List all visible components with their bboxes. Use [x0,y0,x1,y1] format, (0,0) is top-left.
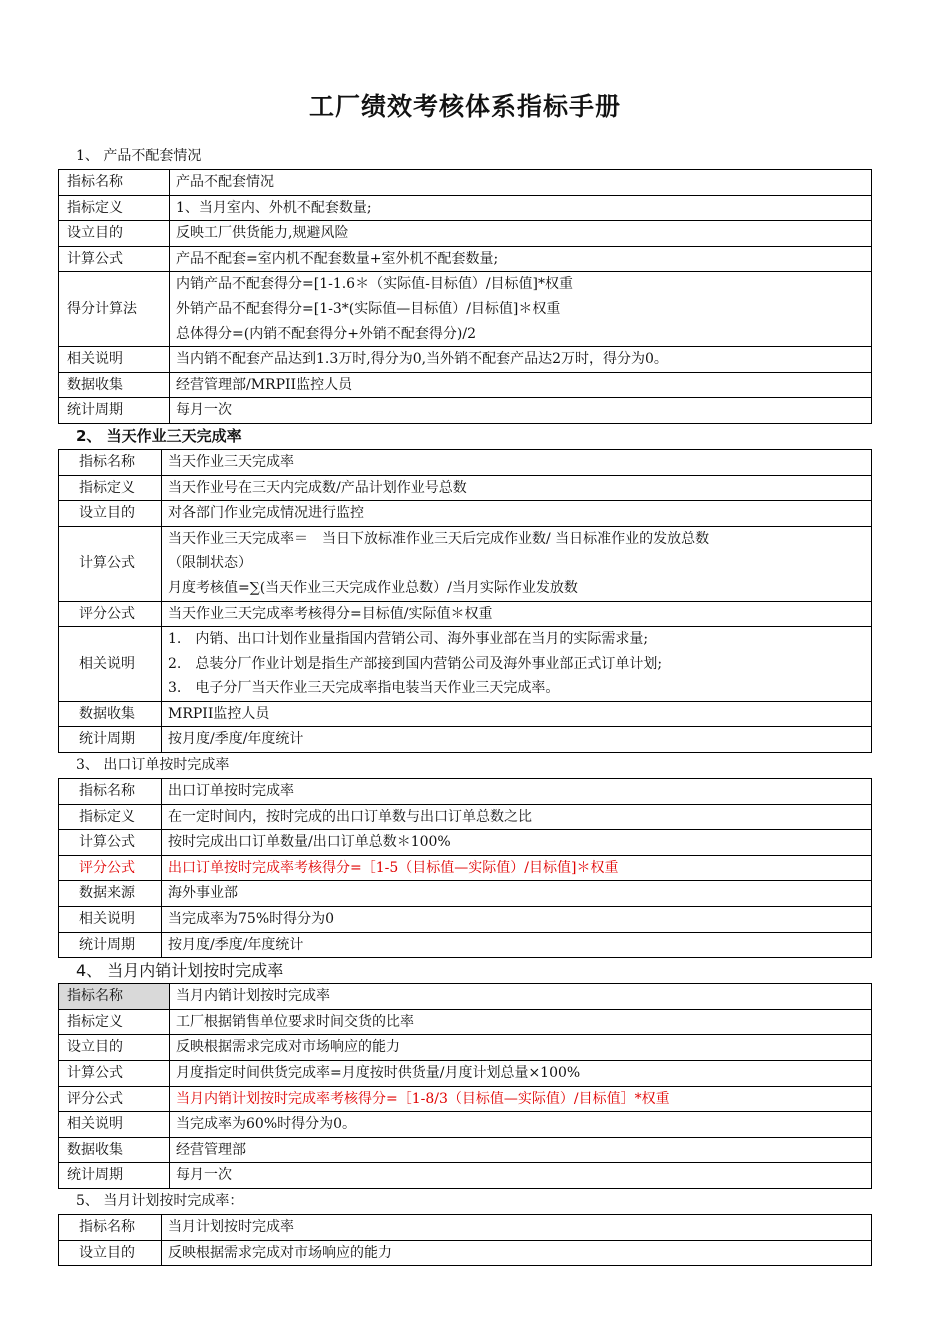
row-value: 当内销不配套产品达到1.3万时,得分为0,当外销不配套产品达2万时，得分为0。 [170,347,872,373]
row-label: 计算公式 [59,830,162,856]
row-value: 当月内销计划按时完成率 [170,984,872,1010]
row-value: 当天作业三天完成率考核得分=目标值/实际值＊权重 [162,601,872,627]
row-label: 评分公式 [59,1086,170,1112]
row-label: 统计周期 [59,932,162,958]
row-value [170,272,872,347]
row-label: 指标名称 [59,779,162,805]
row-label: 评分公式 [59,855,162,881]
row-value: 在一定时间内，按时完成的出口订单数与出口订单总数之比 [162,804,872,830]
section-heading: 3、 出口订单按时完成率 [76,757,230,774]
section-heading: 2、 当天作业三天完成率 [76,426,242,445]
row-label: 数据收集 [59,701,162,727]
row-value [162,526,872,601]
table-row [59,449,872,475]
row-value: 月度指定时间供货完成率=月度按时供货量/月度计划总量×100% [170,1061,872,1087]
table-row [59,347,872,373]
table-row [59,627,872,702]
table-row [59,1009,872,1035]
row-value: 反映根据需求完成对市场响应的能力 [162,1240,872,1266]
row-label: 数据来源 [59,881,162,907]
value-line: 内销产品不配套得分=[1-1.6＊（实际值-目标值）/目标值]*权重 [176,276,574,293]
row-value: 产品不配套情况 [170,170,872,196]
section-heading: 4、 当月内销计划按时完成率 [76,961,284,981]
table-row [59,830,872,856]
row-label: 相关说明 [59,907,162,933]
row-value: 出口订单按时完成率考核得分=［1-5（目标值—实际值）/目标值]＊权重 [162,855,872,881]
row-label: 统计周期 [59,727,162,753]
row-value: 当月计划按时完成率 [162,1214,872,1240]
table-row [59,272,872,347]
table-row [59,372,872,398]
table-row [59,881,872,907]
row-value: 每月一次 [170,1163,872,1189]
row-value: 按时完成出口订单数量/出口订单总数＊100% [162,830,872,856]
indicator-table [58,778,872,958]
table-row [59,195,872,221]
row-value [162,627,872,702]
row-value: 当完成率为75%时得分为0 [162,907,872,933]
row-label: 指标名称 [59,170,170,196]
row-value: 反映工厂供货能力,规避风险 [170,221,872,247]
section-heading: 1、 产品不配套情况 [76,148,202,164]
row-label: 设立目的 [59,221,170,247]
table-row [59,779,872,805]
table-row [59,907,872,933]
row-label: 设立目的 [59,1240,162,1266]
value-line: 总体得分=(内销不配套得分+外销不配套得分)/2 [176,325,477,342]
table-row [59,855,872,881]
row-value: 按月度/季度/年度统计 [162,727,872,753]
table-row [59,221,872,247]
document-page [58,90,872,1266]
row-value: 1、当月室内、外机不配套数量; [170,195,872,221]
value-line: （限制状态） [168,555,252,572]
row-label: 数据收集 [59,1137,170,1163]
row-value: 反映根据需求完成对市场响应的能力 [170,1035,872,1061]
row-label: 设立目的 [59,1035,170,1061]
table-row [59,1061,872,1087]
table-row [59,246,872,272]
table-row [59,1112,872,1138]
table-row [59,1240,872,1266]
document-title: 工厂绩效考核体系指标手册 [308,92,621,121]
table-row [59,1086,872,1112]
table-row [59,804,872,830]
row-label: 得分计算法 [59,272,170,347]
value-line: 1. 内销、出口计划作业量指国内营销公司、海外事业部在当月的实际需求量; [168,631,649,648]
section-heading: 5、 当月计划按时完成率： [76,1192,244,1209]
row-label: 计算公式 [59,526,162,601]
row-label: 相关说明 [59,347,170,373]
row-value: 工厂根据销售单位要求时间交货的比率 [170,1009,872,1035]
table-row [59,1214,872,1240]
row-label: 设立目的 [59,501,162,527]
row-value: 经营管理部 [170,1137,872,1163]
row-value: 每月一次 [170,398,872,424]
row-value: MRPII监控人员 [162,701,872,727]
row-label: 评分公式 [59,601,162,627]
table-row [59,1137,872,1163]
row-label: 指标定义 [59,1009,170,1035]
value-line: 当天作业三天完成率＝ 当日下放标准作业三天后完成作业数/ 当日标准作业的发放总数 [168,530,710,547]
value-line: 外销产品不配套得分=[1-3*(实际值—目标值）/目标值]＊权重 [176,300,561,317]
table-row [59,501,872,527]
row-label: 指标名称 [59,984,170,1010]
indicator-table [58,449,872,753]
table-row [59,601,872,627]
table-row [59,526,872,601]
table-row [59,170,872,196]
row-value: 对各部门作业完成情况进行监控 [162,501,872,527]
value-line: 3. 电子分厂当天作业三天完成率指电装当天作业三天完成率。 [168,680,560,697]
row-value: 当完成率为60%时得分为0。 [170,1112,872,1138]
row-label: 指标定义 [59,475,162,501]
row-label: 统计周期 [59,1163,170,1189]
row-value: 产品不配套=室内机不配套数量+室外机不配套数量; [170,246,872,272]
table-row [59,727,872,753]
table-row [59,701,872,727]
row-value: 当天作业号在三天内完成数/产品计划作业号总数 [162,475,872,501]
value-line: 2. 总装分厂作业计划是指生产部接到国内营销公司及海外事业部正式订单计划; [168,655,663,672]
row-label: 指标名称 [59,449,162,475]
indicator-table [58,983,872,1189]
indicator-table [58,1214,872,1266]
row-value: 当月内销计划按时完成率考核得分=［1-8/3（目标值—实际值）/目标值］*权重 [170,1086,872,1112]
row-label: 相关说明 [59,627,162,702]
row-label: 计算公式 [59,1061,170,1087]
table-row [59,984,872,1010]
table-row [59,475,872,501]
row-label: 统计周期 [59,398,170,424]
row-value: 按月度/季度/年度统计 [162,932,872,958]
table-row [59,1163,872,1189]
row-label: 数据收集 [59,372,170,398]
row-label: 计算公式 [59,246,170,272]
table-row [59,932,872,958]
row-value: 出口订单按时完成率 [162,779,872,805]
row-label: 指标定义 [59,804,162,830]
row-value: 海外事业部 [162,881,872,907]
row-label: 相关说明 [59,1112,170,1138]
indicator-table [58,169,872,424]
table-row [59,398,872,424]
table-row [59,1035,872,1061]
row-value: 经营管理部/MRPII监控人员 [170,372,872,398]
row-label: 指标名称 [59,1214,162,1240]
row-value: 当天作业三天完成率 [162,449,872,475]
value-line: 月度考核值=∑(当天作业三天完成作业总数）/当月实际作业发放数 [168,579,578,596]
row-label: 指标定义 [59,195,170,221]
